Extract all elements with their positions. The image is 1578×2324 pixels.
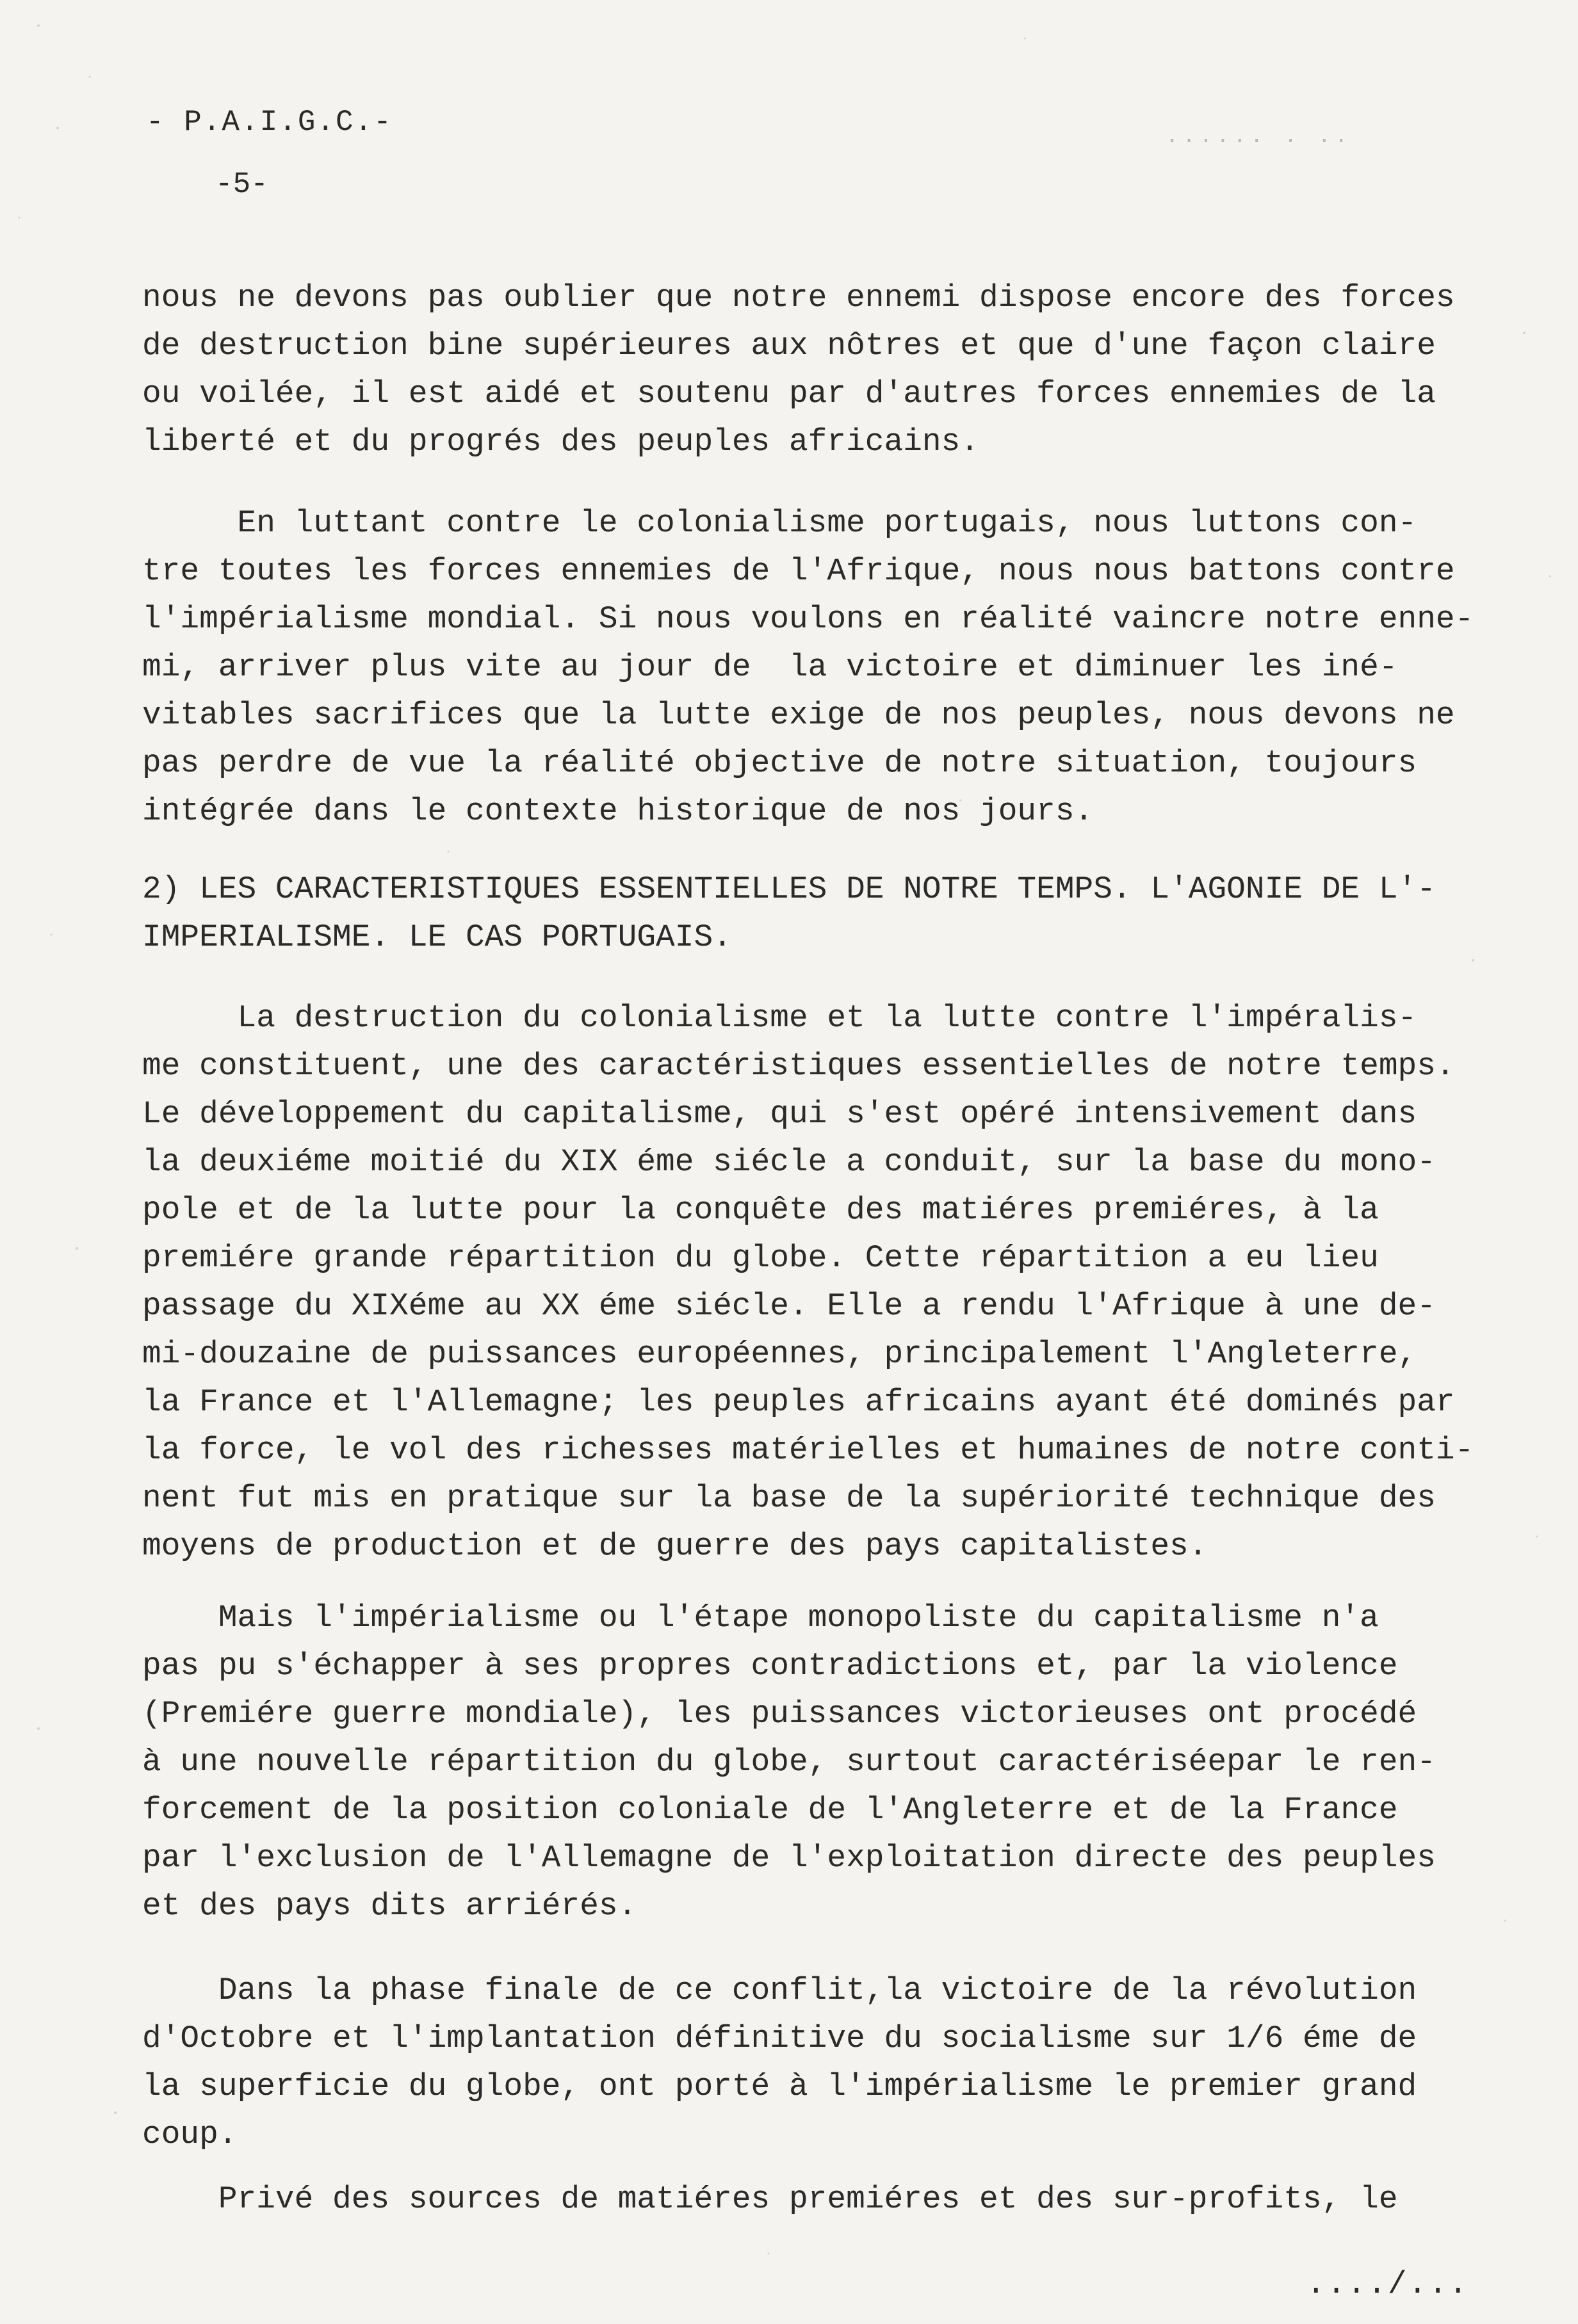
text-line: la deuxiéme moitié du XIX éme siécle a conduit, sur la base du mono- — [142, 1144, 1436, 1180]
text-line: tre toutes les forces ennemies de l'Afrique, nous nous battons contre — [142, 553, 1455, 589]
text-line: Mais l'impérialisme ou l'étape monopoliste du capitalisme n'a — [142, 1600, 1379, 1636]
text-line: moyens de production et de guerre des pays capitalistes. — [142, 1528, 1208, 1564]
text-line: intégrée dans le contexte historique de nos jours. — [142, 793, 1094, 829]
paragraph-2 — [142, 499, 1500, 835]
text-line: pole et de la lutte pour la conquête des matiéres premiéres, à la — [142, 1192, 1379, 1228]
text-line: pas pu s'échapper à ses propres contradictions et, par la violence — [142, 1648, 1398, 1684]
text-line: la superficie du globe, ont porté à l'impérialisme le premier grand — [142, 2069, 1417, 2104]
text-line: (Premiére guerre mondiale), les puissances victorieuses ont procédé — [142, 1696, 1417, 1732]
text-line: vitables sacrifices que la lutte exige de nos peuples, nous devons ne — [142, 697, 1455, 733]
text-line: coup. — [142, 2117, 238, 2152]
text-line: d'Octobre et l'implantation définitive du socialisme sur 1/6 éme de — [142, 2021, 1417, 2056]
section-heading — [142, 866, 1500, 962]
paragraph-1 — [142, 274, 1500, 466]
text-line: par l'exclusion de l'Allemagne de l'exploitation directe des peuples — [142, 1840, 1436, 1876]
text-line: Le développement du capitalisme, qui s'est opéré intensivement dans — [142, 1096, 1417, 1132]
text-line: mi, arriver plus vite au jour de la victoire et diminuer les iné- — [142, 649, 1398, 685]
text-line: à une nouvelle répartition du globe, surtout caractériséepar le ren- — [142, 1744, 1436, 1780]
header-org: - P.A.I.G.C.- — [146, 106, 393, 139]
text-line: En luttant contre le colonialisme portugais, nous luttons con- — [142, 505, 1417, 541]
text-line: la force, le vol des richesses matérielles et humaines de notre conti- — [142, 1432, 1474, 1468]
text-line: me constituent, une des caractéristiques essentielles de notre temps. — [142, 1048, 1455, 1084]
paragraph-4 — [142, 1594, 1500, 1930]
paragraph-6 — [142, 2175, 1500, 2223]
text-line: ou voilée, il est aidé et soutenu par d'autres forces ennemies de la — [142, 376, 1436, 412]
faint-stamp: ...... . .. — [1166, 125, 1352, 149]
page-number: -5- — [215, 168, 268, 201]
text-line: pas perdre de vue la réalité objective de notre situation, toujours — [142, 745, 1417, 781]
text-line: de destruction bine supérieures aux nôtres et que d'une façon claire — [142, 328, 1436, 364]
text-line: Dans la phase finale de ce conflit,la victoire de la révolution — [142, 1973, 1417, 2008]
text-line: forcement de la position coloniale de l'Angleterre et de la France — [142, 1792, 1398, 1828]
heading-line: 2) LES CARACTERISTIQUES ESSENTIELLES DE NOTRE TEMPS. L'AGONIE DE L'- — [142, 871, 1436, 907]
paragraph-3 — [142, 994, 1500, 1570]
text-line: nent fut mis en pratique sur la base de la supériorité technique des — [142, 1480, 1436, 1516]
text-line: Privé des sources de matiéres premiéres et des sur-profits, le — [142, 2181, 1398, 2217]
text-line: premiére grande répartition du globe. Cette répartition a eu lieu — [142, 1240, 1379, 1276]
heading-line: IMPERIALISME. LE CAS PORTUGAIS. — [142, 919, 732, 955]
text-line: et des pays dits arriérés. — [142, 1888, 637, 1924]
text-line: la France et l'Allemagne; les peuples africains ayant été dominés par — [142, 1384, 1455, 1420]
text-line: passage du XIXéme au XX éme siécle. Elle a rendu l'Afrique à une de- — [142, 1288, 1436, 1324]
text-line: mi-douzaine de puissances européennes, principalement l'Angleterre, — [142, 1336, 1417, 1372]
text-line: l'impérialisme mondial. Si nous voulons en réalité vaincre notre enne- — [142, 601, 1474, 637]
text-line: La destruction du colonialisme et la lutte contre l'impéralis- — [142, 1000, 1417, 1036]
paragraph-5 — [142, 1967, 1500, 2159]
text-line: nous ne devons pas oublier que notre ennemi dispose encore des forces — [142, 280, 1455, 316]
continuation-mark: ..../... — [1306, 2266, 1469, 2302]
text-line: liberté et du progrés des peuples africains. — [142, 424, 980, 460]
